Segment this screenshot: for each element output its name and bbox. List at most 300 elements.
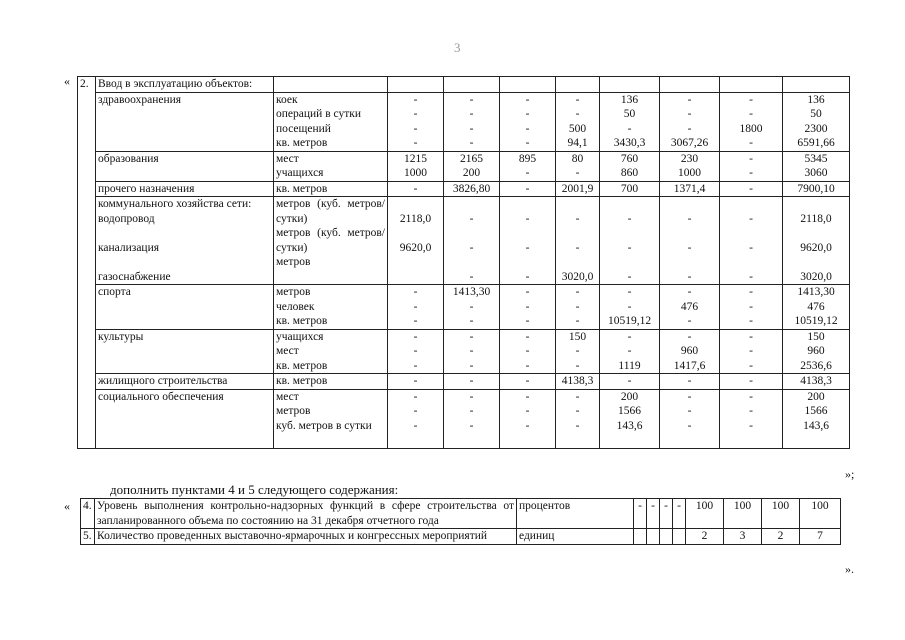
value-cell — [500, 374, 556, 390]
value: 4138,3 — [800, 375, 832, 387]
value: 4138,3 — [561, 375, 594, 387]
value: - — [413, 419, 418, 432]
item-title: Ввод в эксплуатацию объектов: — [98, 78, 253, 90]
value: 3826,80 — [452, 182, 491, 195]
value-cell — [660, 151, 720, 181]
value-cell — [388, 329, 444, 374]
value: 476 — [807, 300, 825, 313]
value-cell — [500, 329, 556, 374]
unit-cell — [274, 389, 388, 448]
group-name: социального обеспечения — [98, 390, 224, 403]
value: 50 — [810, 108, 822, 120]
value-cell — [720, 285, 783, 330]
value: - — [413, 345, 418, 357]
group-name: образования — [98, 152, 159, 165]
value: - — [413, 182, 418, 195]
value-cell — [556, 151, 600, 181]
value: - — [687, 390, 692, 403]
value-cell — [388, 389, 444, 448]
value: 860 — [620, 167, 639, 179]
value-cell — [647, 529, 660, 545]
value: - — [575, 241, 580, 254]
value: 2300 — [804, 122, 828, 135]
open-quote-1: « — [64, 74, 70, 88]
value: 1119 — [618, 359, 641, 372]
value: - — [575, 286, 580, 298]
unit-cell — [517, 529, 634, 545]
value: 1566 — [618, 405, 641, 417]
group-name: коммунального хозяйства сети: — [98, 198, 252, 210]
value-cell — [600, 181, 660, 197]
value: 136 — [620, 93, 639, 106]
value: - — [749, 300, 753, 313]
unit-label: процентов — [519, 500, 571, 512]
value: 94,1 — [567, 137, 588, 149]
value-cell — [388, 285, 444, 330]
value: - — [687, 270, 692, 283]
value: - — [525, 419, 530, 432]
value: - — [525, 122, 530, 135]
value-cell — [724, 529, 762, 545]
value-cell — [720, 329, 783, 374]
value: - — [749, 286, 753, 298]
value: - — [525, 375, 530, 387]
value: 1413,30 — [452, 286, 491, 298]
value: - — [749, 152, 753, 165]
value-cell — [800, 499, 841, 529]
value: 1566 — [804, 405, 828, 417]
value: - — [575, 419, 580, 432]
close-quote-1: »; — [845, 467, 855, 481]
value-cell — [720, 151, 783, 181]
group-name-cell — [96, 285, 274, 330]
value-cell — [724, 499, 762, 529]
sub-group-name: водопровод — [98, 212, 155, 225]
value-cell — [444, 285, 500, 330]
value-cell — [500, 197, 556, 285]
value: - — [687, 405, 692, 417]
value: 230 — [680, 152, 699, 165]
value: - — [413, 108, 418, 120]
value-cell — [783, 374, 850, 390]
value: - — [627, 270, 632, 283]
value-cell — [556, 92, 600, 151]
value: - — [525, 93, 530, 106]
value: 1000 — [404, 167, 427, 179]
unit-label: метров — [276, 286, 311, 298]
value: - — [525, 345, 530, 357]
table-row — [78, 329, 850, 374]
value: - — [687, 375, 692, 387]
empty-cell — [388, 77, 444, 93]
value: - — [749, 359, 753, 372]
value: - — [575, 405, 580, 417]
value: - — [469, 241, 474, 254]
value-cell — [444, 389, 500, 448]
unit-cell — [517, 499, 634, 529]
value: - — [627, 330, 632, 343]
value: 3020,0 — [561, 270, 594, 283]
group-name-cell — [96, 197, 274, 285]
value-cell — [783, 285, 850, 330]
value-cell — [500, 389, 556, 448]
unit-label: метров — [276, 405, 311, 417]
value: - — [627, 241, 632, 254]
item-number-cell — [81, 529, 95, 545]
value: 2 — [777, 530, 784, 542]
empty-cell — [556, 77, 600, 93]
item-number: 4. — [83, 500, 92, 512]
table-row — [81, 529, 841, 545]
value: 7900,10 — [797, 182, 835, 195]
value: - — [749, 167, 753, 179]
value: - — [575, 93, 580, 106]
value: - — [525, 212, 530, 225]
value: 500 — [568, 122, 587, 135]
item-number-cell — [78, 77, 96, 449]
value: - — [687, 122, 692, 135]
value-cell — [686, 499, 724, 529]
value: - — [749, 241, 753, 254]
value: - — [575, 345, 580, 357]
value: 5345 — [804, 152, 828, 165]
value: - — [687, 241, 692, 254]
group-name-cell — [96, 151, 274, 181]
value: 80 — [571, 152, 584, 165]
value — [634, 529, 646, 544]
value: 143,6 — [803, 419, 829, 432]
value-cell — [660, 285, 720, 330]
value: 1417,6 — [673, 359, 706, 372]
value-cell — [444, 181, 500, 197]
value: - — [469, 108, 474, 120]
added-items-table — [80, 498, 841, 545]
value-cell — [388, 197, 444, 285]
value: - — [575, 359, 580, 372]
table-row — [78, 181, 850, 197]
value-cell — [600, 329, 660, 374]
value: - — [469, 390, 474, 403]
item-number: 5. — [83, 530, 92, 542]
value: - — [469, 405, 474, 417]
value-cell — [720, 389, 783, 448]
value: 3067,26 — [670, 137, 709, 149]
value: - — [469, 315, 474, 327]
value: 7 — [817, 530, 823, 542]
value: - — [469, 419, 474, 432]
table-row — [78, 374, 850, 390]
value: - — [749, 182, 753, 195]
unit-label: операций в сутки — [276, 108, 361, 120]
table-row — [81, 499, 841, 529]
value-cell — [600, 374, 660, 390]
value-cell — [556, 181, 600, 197]
value: 200 — [620, 390, 639, 403]
value: 100 — [771, 500, 790, 512]
value-cell — [500, 151, 556, 181]
unit-cell — [274, 181, 388, 197]
unit-label: учащихся — [276, 330, 324, 343]
value: 200 — [807, 390, 825, 403]
value: - — [687, 108, 692, 120]
value: - — [413, 390, 418, 403]
unit-label: коек — [276, 93, 298, 106]
value: - — [749, 419, 753, 432]
value: - — [413, 330, 418, 343]
value: 3020,0 — [800, 270, 832, 283]
value: - — [749, 375, 753, 387]
value: 1000 — [678, 167, 701, 179]
value: - — [687, 330, 692, 343]
value: 2 — [701, 530, 708, 542]
value: 143,6 — [616, 419, 643, 432]
value: - — [687, 315, 692, 327]
table-row — [78, 77, 850, 93]
group-name-cell — [96, 329, 274, 374]
table-row — [78, 285, 850, 330]
value: - — [525, 270, 530, 283]
value: 2001,9 — [561, 182, 594, 195]
value: - — [413, 137, 418, 149]
empty-cell — [660, 77, 720, 93]
value-cell — [556, 329, 600, 374]
indicators-table — [77, 76, 850, 449]
value: 476 — [680, 300, 699, 313]
value — [647, 529, 659, 544]
value: 895 — [518, 152, 537, 165]
value-cell — [660, 92, 720, 151]
value: - — [525, 167, 530, 179]
value: - — [525, 315, 530, 327]
value: - — [664, 500, 668, 512]
value-cell — [500, 181, 556, 197]
value: 700 — [620, 182, 639, 195]
value: - — [638, 500, 642, 512]
value-cell — [720, 197, 783, 285]
value-cell — [444, 92, 500, 151]
value-cell — [660, 529, 673, 545]
value-cell — [783, 151, 850, 181]
value-cell — [783, 92, 850, 151]
sub-group-name: канализация — [98, 241, 160, 254]
value: - — [575, 108, 580, 120]
unit-label: мест — [276, 152, 299, 165]
value: 960 — [807, 345, 825, 357]
value: - — [627, 345, 632, 357]
value: - — [575, 300, 580, 313]
unit-label: кв. метров — [276, 315, 328, 327]
value-cell — [556, 197, 600, 285]
close-quote-2: ». — [845, 562, 854, 576]
value: - — [749, 315, 753, 327]
unit-cell — [274, 92, 388, 151]
item-description: Уровень выполнения контрольно-надзорных функций в сфере строительства от запланированного объема по состоянию на 31 декабря отчетного года — [97, 500, 514, 527]
value-cell — [783, 181, 850, 197]
value — [660, 529, 672, 544]
value: - — [575, 315, 580, 327]
value-cell — [660, 389, 720, 448]
value-cell — [500, 285, 556, 330]
unit-label: мест — [276, 345, 299, 357]
value-cell — [600, 285, 660, 330]
unit-label: метров — [276, 256, 311, 268]
unit-label: метров (куб. метров/сутки) — [276, 227, 385, 254]
value-cell — [444, 151, 500, 181]
value-cell — [686, 529, 724, 545]
empty-cell — [600, 77, 660, 93]
value: 3 — [739, 530, 746, 542]
item-title-cell — [96, 77, 274, 93]
value: 10519,12 — [794, 315, 838, 327]
group-name: жилищного строительства — [98, 375, 228, 387]
value: - — [687, 286, 692, 298]
value: - — [469, 137, 474, 149]
value: - — [413, 93, 418, 106]
value-cell — [783, 197, 850, 285]
value: 10519,12 — [607, 315, 652, 327]
value-cell — [388, 92, 444, 151]
item-number-cell — [81, 499, 95, 529]
value-cell — [600, 197, 660, 285]
value: - — [525, 359, 530, 372]
value-cell — [660, 329, 720, 374]
value-cell — [673, 499, 686, 529]
value: 100 — [695, 500, 714, 512]
value: - — [525, 330, 530, 343]
value-cell — [600, 92, 660, 151]
empty-cell — [720, 77, 783, 93]
value: - — [627, 122, 632, 135]
value-cell — [556, 374, 600, 390]
value-cell — [800, 529, 841, 545]
unit-label: учащихся — [276, 167, 324, 179]
value-cell — [556, 285, 600, 330]
value: - — [627, 212, 632, 225]
unit-cell — [274, 285, 388, 330]
value: - — [575, 390, 580, 403]
page-number: 3 — [454, 40, 461, 55]
unit-cell — [274, 329, 388, 374]
value-cell — [720, 92, 783, 151]
value: - — [687, 93, 692, 106]
value: - — [525, 241, 530, 254]
value: - — [469, 93, 474, 106]
group-name: культуры — [98, 330, 144, 343]
value: - — [749, 345, 753, 357]
value: - — [525, 286, 530, 298]
value: 50 — [623, 108, 636, 120]
value: - — [413, 359, 418, 372]
value: 960 — [680, 345, 699, 357]
value-cell — [444, 329, 500, 374]
value-cell — [783, 389, 850, 448]
unit-cell — [274, 197, 388, 285]
value: - — [575, 167, 580, 179]
value: - — [749, 405, 753, 417]
group-name-cell — [96, 181, 274, 197]
value: 760 — [620, 152, 639, 165]
value-cell — [388, 181, 444, 197]
open-quote-2: « — [64, 499, 70, 513]
unit-label: кв. метров — [276, 137, 328, 149]
unit-label: посещений — [276, 122, 331, 135]
section-heading: дополнить пунктами 4 и 5 следующего содержания: — [110, 482, 399, 497]
group-name: здравоохранения — [98, 93, 182, 106]
value: - — [469, 212, 474, 225]
value: - — [749, 108, 753, 120]
value: - — [627, 286, 632, 298]
value-cell — [556, 389, 600, 448]
value-cell — [600, 151, 660, 181]
value: - — [469, 270, 474, 283]
unit-label: единиц — [519, 530, 555, 542]
value: - — [525, 390, 530, 403]
value: - — [651, 500, 655, 512]
unit-label: мест — [276, 390, 299, 403]
value: - — [413, 300, 418, 313]
unit-label: кв. метров — [276, 182, 328, 195]
value: - — [627, 375, 632, 387]
table-row — [78, 389, 850, 448]
value — [673, 529, 685, 544]
value: - — [525, 137, 530, 149]
value: 1800 — [739, 122, 763, 135]
value: 3060 — [804, 167, 828, 179]
value: - — [749, 330, 753, 343]
empty-cell — [500, 77, 556, 93]
value-cell — [660, 374, 720, 390]
value-cell — [762, 529, 800, 545]
value-cell — [500, 92, 556, 151]
value-cell — [673, 529, 686, 545]
value: 1413,30 — [797, 286, 835, 298]
value-cell — [388, 151, 444, 181]
value: - — [469, 300, 474, 313]
value: 2165 — [460, 152, 483, 165]
value-cell — [762, 499, 800, 529]
sub-group-name: газоснабжение — [98, 270, 171, 283]
value: - — [469, 375, 474, 387]
group-name-cell — [96, 92, 274, 151]
value-cell — [444, 374, 500, 390]
value: - — [575, 212, 580, 225]
value: 136 — [807, 93, 825, 106]
value: 6591,66 — [797, 137, 835, 149]
value-cell — [600, 389, 660, 448]
value: - — [749, 93, 753, 106]
value: 150 — [568, 330, 587, 343]
value: - — [749, 390, 753, 403]
value-cell — [634, 499, 647, 529]
value: - — [413, 405, 418, 417]
value: - — [687, 419, 692, 432]
value: 1215 — [404, 152, 427, 165]
item-description-cell — [95, 499, 517, 529]
value: - — [413, 286, 418, 298]
value: 100 — [811, 500, 829, 512]
value: - — [677, 500, 681, 512]
item-description: Количество проведенных выставочно-ярмарочных и конгрессных мероприятий — [97, 530, 488, 542]
value-cell — [720, 181, 783, 197]
value: - — [525, 182, 530, 195]
value-cell — [634, 529, 647, 545]
table-row — [78, 197, 850, 285]
value: 2536,6 — [800, 359, 832, 372]
unit-label: человек — [276, 300, 315, 313]
table-row — [78, 151, 850, 181]
unit-label: кв. метров — [276, 375, 328, 387]
item-number: 2. — [80, 78, 89, 90]
